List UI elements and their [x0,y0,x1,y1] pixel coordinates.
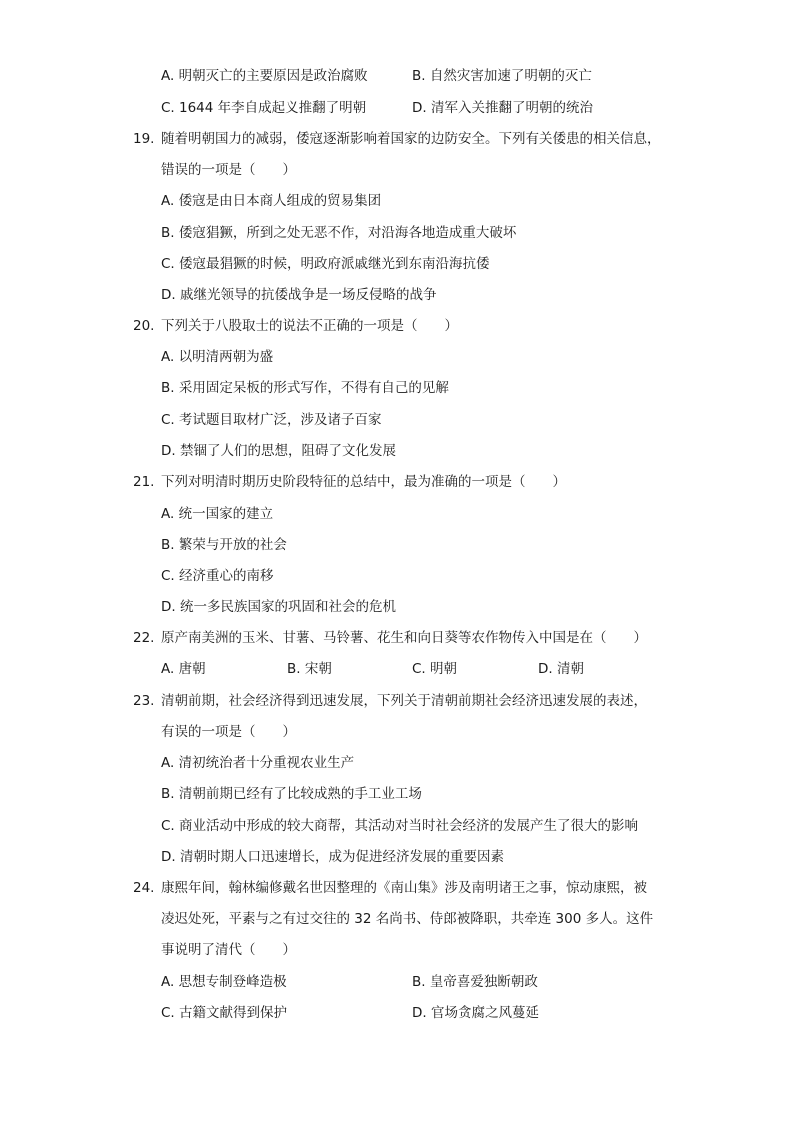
q21-option-b: B. 繁荣与开放的社会 [161,537,287,553]
question-stem-line: 事说明了清代（ ） [161,942,296,958]
q20-option-a: A. 以明清两朝为盛 [161,349,274,365]
q22-option-b: B. 宋朝 [287,661,332,677]
question-number: 23. [133,693,155,709]
question-number: 19. [133,131,155,147]
question-stem-line: 原产南美洲的玉米、甘薯、马铃薯、花生和向日葵等农作物传入中国是在（ ） [161,630,647,646]
q22-option-d: D. 清朝 [538,661,584,677]
q21-option-a: A. 统一国家的建立 [161,506,274,522]
q24-option-c: C. 古籍文献得到保护 [161,1005,288,1021]
question-number: 22. [133,630,155,646]
q24-option-d: D. 官场贪腐之风蔓延 [412,1005,539,1021]
q20-option-d: D. 禁锢了人们的思想，阻碍了文化发展 [161,443,396,459]
q22-option-a: A. 唐朝 [161,661,206,677]
q24-option-b: B. 皇帝喜爱独断朝政 [412,974,538,990]
q20-option-c: C. 考试题目取材广泛，涉及诸子百家 [161,412,382,428]
question-number: 24. [133,880,155,896]
q18-option-a: A. 明朝灭亡的主要原因是政治腐败 [161,68,368,84]
q19-option-d: D. 戚继光领导的抗倭战争是一场反侵略的战争 [161,287,437,303]
question-stem-line: 有误的一项是（ ） [161,724,296,740]
q19-option-a: A. 倭寇是由日本商人组成的贸易集团 [161,193,382,209]
q24-option-a: A. 思想专制登峰造极 [161,974,287,990]
q19-option-c: C. 倭寇最猖獗的时候，明政府派戚继光到东南沿海抗倭 [161,256,490,272]
q20-option-b: B. 采用固定呆板的形式写作，不得有自己的见解 [161,380,449,396]
question-stem-line: 下列关于八股取士的说法不正确的一项是（ ） [161,318,458,334]
q18-option-d: D. 清军入关推翻了明朝的统治 [412,100,593,116]
q23-option-d: D. 清朝时期人口迅速增长，成为促进经济发展的重要因素 [161,849,504,865]
question-stem-line: 康熙年间，翰林编修戴名世因整理的《南山集》涉及南明诸王之事，惊动康熙，被 [161,880,647,896]
question-stem-line: 随着明朝国力的减弱，倭寇逐渐影响着国家的边防安全。下列有关倭患的相关信息， [161,131,661,147]
q21-option-c: C. 经济重心的南移 [161,568,274,584]
q18-option-c: C. 1644 年李自成起义推翻了明朝 [161,100,367,116]
q21-option-d: D. 统一多民族国家的巩固和社会的危机 [161,599,396,615]
question-stem-line: 错误的一项是（ ） [161,162,296,178]
q18-option-b: B. 自然灾害加速了明朝的灭亡 [412,68,592,84]
question-number: 21. [133,474,155,490]
q19-option-b: B. 倭寇猖獗，所到之处无恶不作，对沿海各地造成重大破坏 [161,225,517,241]
question-stem-line: 下列对明清时期历史阶段特征的总结中，最为准确的一项是（ ） [161,474,566,490]
question-stem-line: 凌迟处死，平素与之有过交往的 32 名尚书、侍郎被降职，共牵连 300 多人。这件 [161,911,654,927]
q23-option-c: C. 商业活动中形成的较大商帮，其活动对当时社会经济的发展产生了很大的影响 [161,818,639,834]
q23-option-a: A. 清初统治者十分重视农业生产 [161,755,355,771]
q23-option-b: B. 清朝前期已经有了比较成熟的手工业工场 [161,786,422,802]
question-stem-line: 清朝前期，社会经济得到迅速发展，下列关于清朝前期社会经济迅速发展的表述， [161,693,647,709]
q22-option-c: C. 明朝 [412,661,458,677]
question-number: 20. [133,318,155,334]
